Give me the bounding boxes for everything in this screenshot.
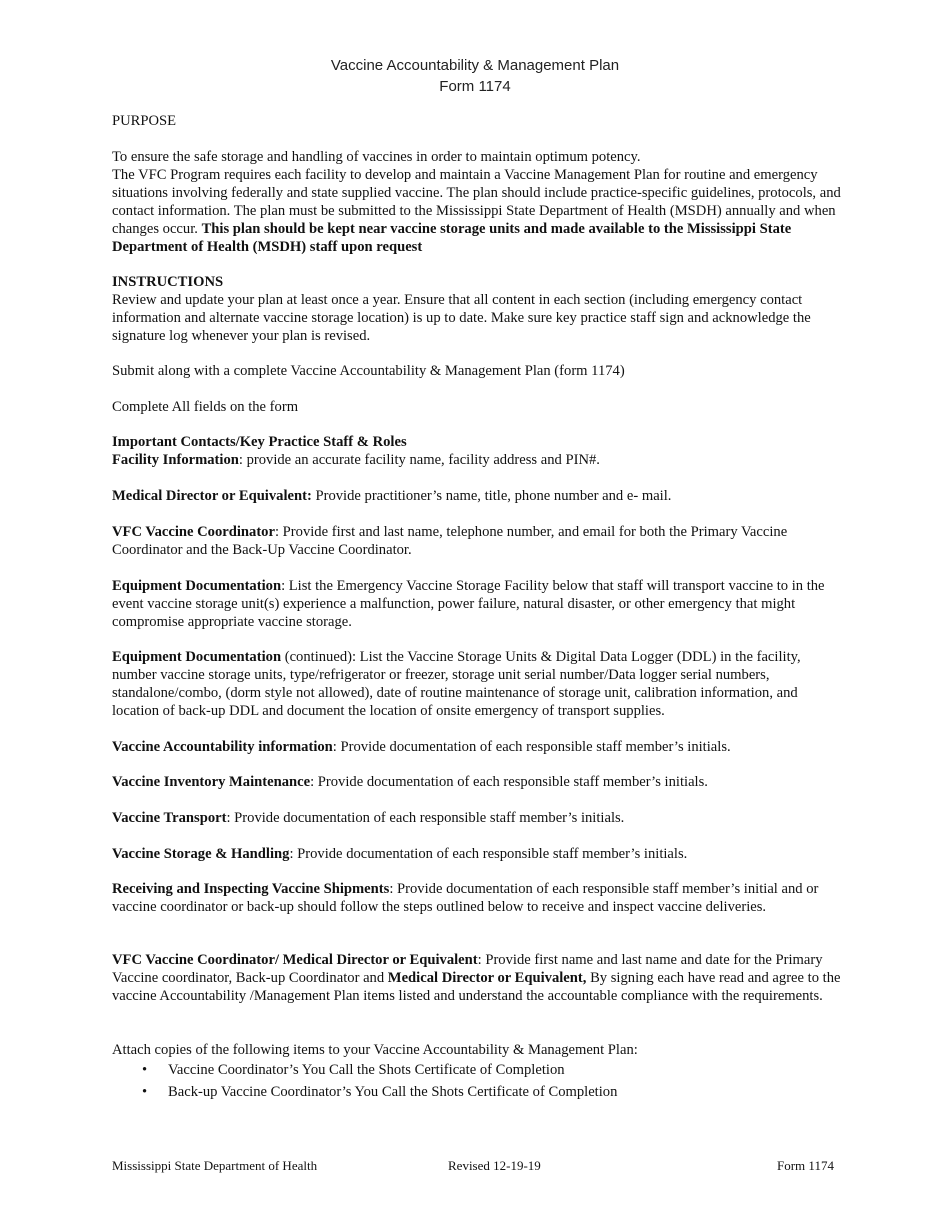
footer-center: Revised 12-19-19 bbox=[448, 1158, 541, 1173]
purpose-line: To ensure the safe storage and handling of vaccines in order to maintain optimum potency. bbox=[112, 149, 641, 165]
vaccine-storage-info: Vaccine Storage & Handling: Provide documentation of each responsible staff member’s initials. bbox=[112, 846, 688, 862]
contacts-heading: Important Contacts/Key Practice Staff & Roles bbox=[112, 434, 407, 450]
submit-note: Submit along with a complete Vaccine Accountability & Management Plan (form 1174) bbox=[112, 363, 625, 379]
form-number: Form 1174 bbox=[439, 78, 511, 95]
footer-left: Mississippi State Department of Health bbox=[112, 1158, 318, 1173]
signature-info: VFC Vaccine Coordinator/ Medical Director or Equivalent: Provide first name and last name and date for the Primary Vaccine coordinator, Back-up Coordinator and Medical Director or Equivalent, By signing each have read and agree to the vaccine Accountability /Management Plan items listed and understand the accountable compliance with the requirements. bbox=[112, 952, 841, 1004]
purpose-heading: PURPOSE bbox=[112, 113, 177, 129]
attachments-intro: Attach copies of the following items to your Vaccine Accountability & Management Plan: bbox=[112, 1042, 638, 1058]
purpose-paragraph bbox=[112, 166, 842, 256]
document-title: Vaccine Accountability & Management Plan bbox=[330, 57, 620, 74]
attachments-section bbox=[112, 1041, 842, 1103]
contacts-section bbox=[112, 433, 842, 469]
purpose-body: The VFC Program requires each facility to develop and maintain a Vaccine Management Plan for routine and emergency situations involving federally and state supplied vaccine. The plan should include practice-specific guidelines, protocols, and contact information. The plan must be submitted to the Mississippi State Department of Health (MSDH) annually and when changes occur. bbox=[112, 167, 841, 237]
facility-info: Facility Information: provide an accurate facility name, facility address and PIN#. bbox=[112, 452, 600, 468]
equipment-documentation-continued: Equipment Documentation (continued): List the Vaccine Storage Units & Digital Data Logger (DDL) in the facility, number vaccine storage units, type/refrigerator or freezer, storage unit serial number/Data logger serial numbers, standalone/combo, (dorm style not allowed), date of routine maintenance of storage unit, calibration information, and location of back-up DDL and document the location of onsite emergency of transport supplies. bbox=[112, 649, 801, 719]
vfc-coordinator-info: VFC Vaccine Coordinator: Provide first and last name, telephone number, and email for both the Primary Vaccine Coordinator and the Back-Up Vaccine Coordinator. bbox=[112, 524, 788, 558]
complete-note: Complete All fields on the form bbox=[112, 399, 299, 415]
attachments-list bbox=[112, 1059, 842, 1103]
instructions-body: Review and update your plan at least once a year. Ensure that all content in each section (including emergency contact information and alternate vaccine storage location) is up to date. Make sure key practice staff sign and acknowledge the signature log whenever your plan is revised. bbox=[112, 292, 811, 344]
footer-right: Form 1174 bbox=[777, 1158, 834, 1173]
bullet-icon: • bbox=[142, 1062, 148, 1078]
bullet-icon: • bbox=[142, 1084, 148, 1100]
list-item: • Vaccine Coordinator’s You Call the Shots Certificate of Completion bbox=[112, 1059, 842, 1081]
instructions-heading: INSTRUCTIONS bbox=[112, 274, 224, 290]
medical-director-info: Medical Director or Equivalent: Provide practitioner’s name, title, phone number and e- mail. bbox=[112, 488, 672, 504]
receiving-shipments-info: Receiving and Inspecting Vaccine Shipments: Provide documentation of each responsible staff member’s initial and or vaccine coordinator or back-up should follow the steps outlined below to receive and inspect vaccine deliveries. bbox=[112, 881, 819, 915]
vaccine-inventory-info: Vaccine Inventory Maintenance: Provide documentation of each responsible staff member’s initials. bbox=[112, 774, 708, 790]
vaccine-transport-info: Vaccine Transport: Provide documentation of each responsible staff member’s initials. bbox=[112, 810, 625, 826]
purpose-section bbox=[112, 148, 842, 256]
purpose-bold-note: This plan should be kept near vaccine storage units and made available to the Mississippi State Department of Health (MSDH) staff upon request bbox=[112, 221, 792, 255]
list-item: • Back-up Vaccine Coordinator’s You Call the Shots Certificate of Completion bbox=[112, 1081, 842, 1103]
vaccine-accountability-info: Vaccine Accountability information: Provide documentation of each responsible staff member’s initials. bbox=[112, 739, 731, 755]
equipment-documentation: Equipment Documentation: List the Emergency Vaccine Storage Facility below that staff will transport vaccine to in the event vaccine storage unit(s) experience a malfunction, power failure, natural disaster, or other emergency that might compromise appropriate vaccine storage. bbox=[112, 578, 825, 630]
